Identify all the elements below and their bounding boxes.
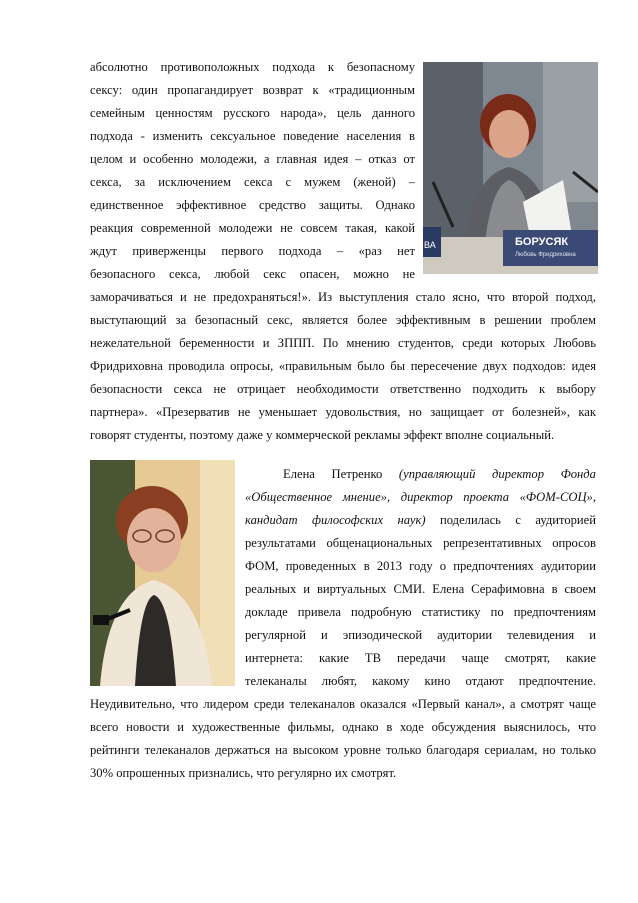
text-line: семейным ценностям русского народа», цель данного [90, 106, 415, 120]
text-line: целом и особенно молодежи, а главная идея – отказ от [90, 152, 415, 166]
speaker-role: (управляющий директор Фонда [398, 467, 596, 481]
text-line: ждут приверженцы первого подхода – «раз нет [90, 244, 415, 258]
nameplate-subtext: Любовь Фридриховна [515, 252, 576, 258]
speaker-action: поделилась с аудиторией [425, 513, 596, 527]
text-line: безопасности секса не отрицает необходимости ответственно подходить к выбору [90, 382, 596, 396]
speaker-intro-line [245, 512, 596, 528]
text-line: говорят студенты, поэтому даже у коммерческой рекламы эффект вполне социальный. [90, 428, 555, 442]
text-line: Неудивительно, что лидером среди телеканалов оказался «Первый канал», а смотрят чаще [90, 697, 596, 711]
speaker-photo-borusyak [423, 62, 598, 274]
text-line: Фридриховна проводила опросы, «правильным было бы пересечение двух подходов: идея [90, 359, 596, 373]
speaker-intro-line [283, 466, 596, 482]
text-line: сексу: один пропагандирует возврат к «традиционным [90, 83, 415, 97]
text-line: докладе привела подробную статистику по предпочтениям [245, 605, 596, 619]
text-line: интернета: какие ТВ передачи чаще смотрят, какие [245, 651, 596, 665]
text-line: нежелательной беременности и ЗППП. По мнению студентов, среди которых Любовь [90, 336, 596, 350]
text-line: рейтинги телеканалов держаться на высоком уровне только благодаря сериалам, но только [90, 743, 596, 757]
text-line: подхода - изменить сексуальное поведение населения в [90, 129, 415, 143]
speaker-photo-petrenko [90, 460, 235, 686]
text-line: единственное эффективное средство защиты. Однако [90, 198, 415, 212]
nameplate-left-text: ВА [424, 240, 436, 250]
text-line: реальных и виртуальных СМИ. Елена Серафимовна в своем [245, 582, 596, 596]
text-line: абсолютно противоположных подхода к безопасному [90, 60, 415, 74]
text-line: всего новости и художественные фильмы, однако в ходе обсуждения выяснилось, что [90, 720, 596, 734]
speaker-role-line: «Общественное мнение», директор проекта «ФОМ-СОЦ», [245, 490, 596, 504]
text-line: телеканалы любят, какому кино отдают предпочтение. [245, 674, 596, 688]
text-line: секса, за исключением секса с мужем (женой) – [90, 175, 415, 189]
text-line: партнера». «Презерватив не уменьшает удовольствия, но защищает от болезней», как [90, 405, 596, 419]
text-line: ФОМ, проведенных в 2013 году о предпочтениях аудитории [245, 559, 596, 573]
text-line: результатами общенациональных репрезентативных опросов [245, 536, 596, 550]
speaker-degree: кандидат философских наук) [245, 513, 426, 527]
text-line: 30% опрошенных признались, что регулярно их смотрят. [90, 766, 397, 780]
text-line: заморачиваться и не предохраняться!». Из выступления стало ясно, что второй подход, [90, 290, 596, 304]
nameplate-text: БОРУСЯК [515, 236, 569, 248]
speaker-name: Елена Петренко [283, 467, 383, 481]
text-line: реакция современной молодежи не совсем такая, какой [90, 221, 415, 235]
text-line: выступающий за безопасный секс, является более эффективным в решении проблем [90, 313, 596, 327]
text-line: регулярной и эпизодической аудитории телевидения и [245, 628, 596, 642]
text-line: безопасного секса, любой секс опасен, можно не [90, 267, 415, 281]
